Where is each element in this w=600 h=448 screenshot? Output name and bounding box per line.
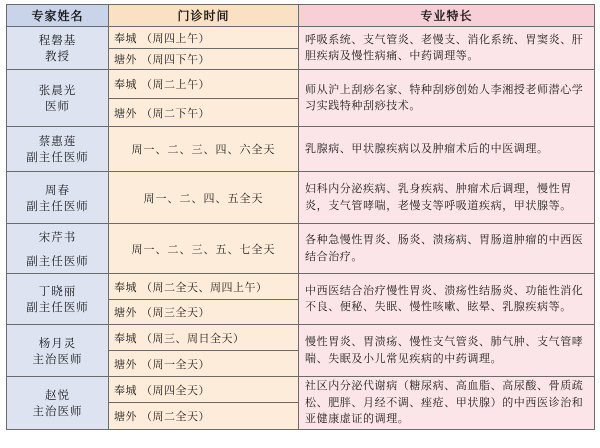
header-name: 专家姓名 bbox=[7, 5, 109, 27]
table-row bbox=[7, 127, 595, 172]
specialty-text: 各种急慢性胃炎、肠炎、溃疡病、胃肠道肿瘤的中西医结合治疗。 bbox=[299, 224, 595, 274]
header-specialty: 专业特长 bbox=[299, 5, 595, 27]
table-row bbox=[7, 172, 595, 224]
doctor-title: 教授 bbox=[45, 49, 70, 63]
table-row bbox=[7, 274, 595, 300]
specialty-text: 社区内分泌代谢病（糖尿病、高血脂、高尿酸、骨质疏松、肥胖、月经不调、痤疮、甲状腺）的中西医诊治和亚健康虚证的调理。 bbox=[299, 377, 595, 430]
doctor-name: 宋芹书 bbox=[38, 229, 77, 244]
specialty-text: 妇科内分泌疾病、乳身疾病、肿瘤术后调理，慢性胃炎，支气管哮喘，老慢支等呼吸道疾病，甲状腺等。 bbox=[299, 172, 595, 224]
doctor-name-cell bbox=[7, 172, 109, 224]
schedule-slot: 奉城 （周二全天、周四上午） bbox=[114, 280, 268, 294]
doctor-title: 副主任医师 bbox=[26, 253, 89, 268]
doctor-title: 副主任医师 bbox=[26, 300, 89, 314]
table-row bbox=[7, 325, 595, 351]
doctor-name-cell bbox=[7, 377, 109, 430]
doctor-name: 张晨光 bbox=[38, 83, 77, 97]
schedule-slot: 塘外 （周二全天） bbox=[114, 409, 210, 423]
doctor-name-cell bbox=[7, 70, 109, 127]
schedule-slot: 塘外 （周二下午） bbox=[114, 106, 210, 120]
doctor-name-cell bbox=[7, 224, 109, 274]
specialty-text: 师从沪上刮痧名家、特种刮痧创始人李湘授老师潜心学习实践特种刮痧技术。 bbox=[299, 70, 595, 127]
doctor-title: 副主任医师 bbox=[26, 198, 89, 213]
header-row bbox=[7, 5, 595, 27]
schedule-slot: 塘外 （周一全天） bbox=[114, 357, 210, 371]
schedule-slot: 奉城 （周四上午） bbox=[114, 31, 210, 45]
expert-schedule-table bbox=[6, 4, 595, 430]
doctor-name-cell bbox=[7, 274, 109, 325]
doctor-title: 主治医师 bbox=[32, 351, 83, 366]
schedule-slot: 奉城 （周二上午） bbox=[114, 78, 210, 91]
schedule-slot: 奉城 （周四全天） bbox=[114, 383, 210, 397]
schedule-slot: 周一、二、四、五全天 bbox=[109, 172, 299, 224]
table-row bbox=[7, 377, 595, 403]
doctor-name-cell bbox=[7, 127, 109, 172]
schedule-slot: 奉城 （周三、周日全天） bbox=[114, 331, 245, 345]
schedule-slot: 塘外 （周三全天） bbox=[114, 306, 210, 319]
schedule-slot: 周一、二、三、五、七全天 bbox=[109, 224, 299, 274]
doctor-name: 杨月灵 bbox=[38, 335, 77, 350]
doctor-name: 周春 bbox=[45, 182, 70, 197]
doctor-name: 程磐基 bbox=[38, 33, 77, 47]
doctor-title: 医师 bbox=[45, 99, 70, 113]
table-row bbox=[7, 224, 595, 274]
doctor-name: 赵悦 bbox=[45, 387, 70, 402]
doctor-name: 蔡惠莲 bbox=[38, 134, 77, 148]
specialty-text: 乳腺病、甲状腺疾病以及肿瘤术后的中医调理。 bbox=[299, 127, 595, 172]
table-row bbox=[7, 70, 595, 99]
schedule-slot: 塘外 （周四下午） bbox=[114, 53, 210, 66]
doctor-name-cell bbox=[7, 27, 109, 70]
specialty-text: 中西医结合治疗慢性胃炎、溃疡性结肠炎、功能性消化不良、便秘、失眠、慢性咳嗽、眩晕、乳腺疾病等。 bbox=[299, 274, 595, 325]
table-row bbox=[7, 27, 595, 49]
specialty-text: 呼吸系统、支气管炎、老慢支、消化系统、胃窦炎、肝胆疾病及慢性病痛、中药调理等。 bbox=[299, 27, 595, 70]
doctor-title: 主治医师 bbox=[32, 403, 83, 418]
doctor-name: 丁晓丽 bbox=[38, 284, 77, 298]
doctor-name-cell bbox=[7, 325, 109, 377]
doctor-title: 副主任医师 bbox=[26, 150, 89, 164]
schedule-slot: 周一、二、三、四、六全天 bbox=[109, 127, 299, 172]
header-time: 门诊时间 bbox=[109, 5, 299, 27]
specialty-text: 慢性胃炎、胃溃疡、慢性支气管炎、肺气肿、支气管哮喘、失眠及小儿常见疾病的中药调理。 bbox=[299, 325, 595, 377]
